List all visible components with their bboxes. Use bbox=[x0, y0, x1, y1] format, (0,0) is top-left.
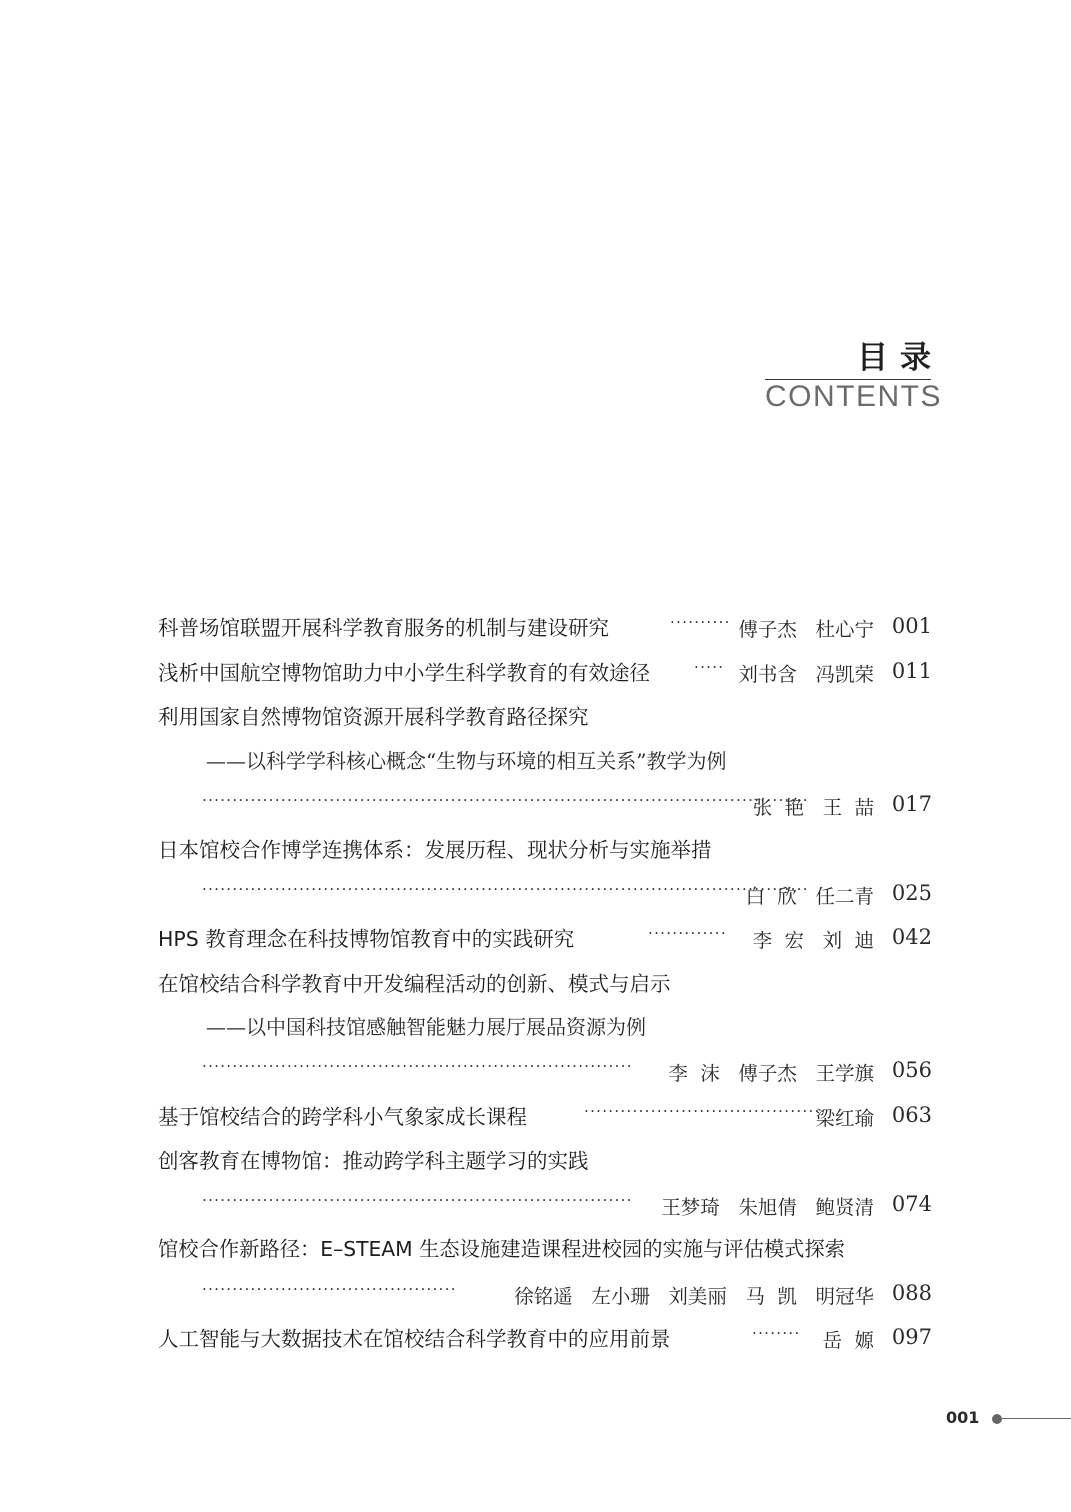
entry-page: 017 bbox=[891, 791, 932, 816]
entry-title: 在馆校结合科学教育中开发编程活动的创新、模式与启示 bbox=[158, 971, 671, 996]
entry-authors: 梁红瑜 bbox=[815, 1106, 874, 1130]
leader-dots: ············· bbox=[648, 924, 727, 942]
toc-entry-subtitle bbox=[158, 1004, 932, 1048]
entry-title: 科普场馆联盟开展科学教育服务的机制与建设研究 bbox=[158, 616, 609, 640]
entry-authors: 李 沫 傅子杰 王学旗 bbox=[668, 1062, 874, 1085]
entry-page: 056 bbox=[891, 1058, 932, 1082]
leader-dots: ·········· bbox=[670, 613, 731, 631]
toc-entry[interactable] bbox=[158, 1137, 932, 1182]
footer-rule bbox=[1002, 1418, 1071, 1419]
toc-entry[interactable] bbox=[158, 604, 932, 649]
entry-authors: 傅子杰 杜心宁 bbox=[738, 618, 874, 641]
leader-dots: ····· bbox=[694, 657, 725, 676]
entry-page: 025 bbox=[891, 880, 932, 905]
toc-entry-leader bbox=[158, 871, 932, 916]
leader-dots: ···································································································· bbox=[202, 879, 809, 898]
toc-entry-leader bbox=[158, 782, 932, 827]
leader-dots: ········ bbox=[752, 1324, 801, 1342]
toc-entry[interactable] bbox=[158, 649, 932, 694]
leader-dots: ···································································································· bbox=[202, 790, 809, 809]
toc-entry-leader bbox=[158, 1271, 932, 1316]
toc-entry-leader bbox=[158, 1182, 932, 1227]
entry-authors: 白 欣 任二青 bbox=[745, 884, 874, 908]
entry-title: 浅析中国航空博物馆助力中小学生科学教育的有效途径 bbox=[158, 660, 650, 685]
entry-subtitle: ——以科学学科核心概念“生物与环境的相互关系”教学为例 bbox=[206, 748, 727, 773]
heading-english: CONTENTS bbox=[765, 380, 942, 413]
toc-entry-subtitle bbox=[158, 738, 932, 782]
entry-title: 基于馆校结合的跨学科小气象家成长课程 bbox=[158, 1104, 527, 1129]
contents-heading bbox=[765, 338, 943, 415]
toc-list bbox=[158, 604, 932, 1360]
leader-dots: ·········································· bbox=[202, 1279, 457, 1298]
leader-dots: ······································································· bbox=[202, 1190, 633, 1209]
toc-entry[interactable] bbox=[158, 915, 932, 960]
entry-title: 日本馆校合作博学连携体系：发展历程、现状分析与实施举措 bbox=[158, 838, 712, 862]
leader-dots: ········································ bbox=[584, 1101, 827, 1120]
toc-entry[interactable] bbox=[158, 1093, 932, 1138]
entry-title: 馆校合作新路径：E–STEAM 生态设施建造课程进校园的实施与评估模式探索 bbox=[158, 1237, 846, 1261]
entry-authors: 张 艳 王 喆 bbox=[752, 795, 874, 819]
toc-entry-leader bbox=[158, 1048, 932, 1093]
toc-entry[interactable] bbox=[158, 693, 932, 738]
footer-dot-ornament bbox=[992, 1414, 1002, 1424]
entry-title: 创客教育在博物馆：推动跨学科主题学习的实践 bbox=[158, 1149, 589, 1173]
entry-title: 人工智能与大数据技术在馆校结合科学教育中的应用前景 bbox=[158, 1327, 671, 1351]
entry-authors: 李 宏 刘 迪 bbox=[752, 929, 874, 952]
page-footer bbox=[946, 1408, 1071, 1430]
toc-entry[interactable] bbox=[158, 1315, 932, 1360]
toc-entry[interactable] bbox=[158, 1226, 932, 1271]
toc-entry[interactable] bbox=[158, 826, 932, 871]
heading-chinese: 目录 bbox=[857, 340, 943, 376]
entry-page: 042 bbox=[891, 925, 932, 949]
entry-page: 088 bbox=[891, 1280, 932, 1305]
entry-page: 074 bbox=[891, 1191, 932, 1216]
entry-page: 097 bbox=[891, 1325, 932, 1349]
entry-authors: 王梦琦 朱旭倩 鲍贤清 bbox=[661, 1195, 874, 1219]
entry-title: HPS 教育理念在科技博物馆教育中的实践研究 bbox=[158, 927, 575, 951]
leader-dots: ······································································· bbox=[202, 1057, 633, 1075]
entry-page: 063 bbox=[891, 1102, 932, 1127]
entry-authors: 刘书含 冯凯荣 bbox=[738, 662, 874, 686]
entry-page: 001 bbox=[891, 614, 932, 638]
entry-page: 011 bbox=[891, 658, 932, 683]
entry-authors: 岳 嫄 bbox=[822, 1329, 874, 1352]
entry-subtitle: ——以中国科技馆感触智能魅力展厅展品资源为例 bbox=[206, 1015, 646, 1039]
entry-title: 利用国家自然博物馆资源开展科学教育路径探究 bbox=[158, 705, 589, 729]
entry-authors: 徐铭遥 左小珊 刘美丽 马 凯 明冠华 bbox=[514, 1284, 874, 1308]
toc-entry[interactable] bbox=[158, 960, 932, 1005]
page-number: 001 bbox=[946, 1408, 980, 1427]
